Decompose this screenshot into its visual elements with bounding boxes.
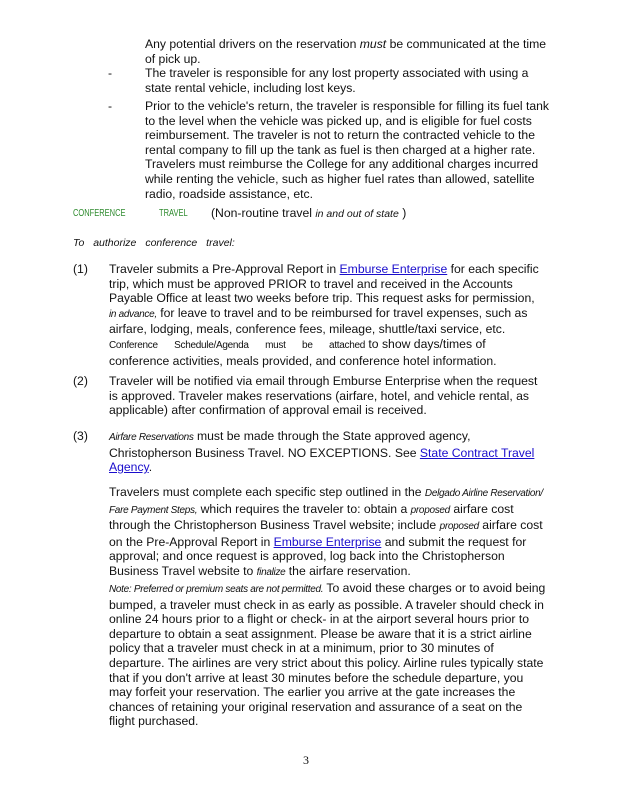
bullet-lost-property: The traveler is responsible for any lost property associated with using a state rental vehicle, including lost keys.	[145, 66, 529, 95]
heading-word-conference: CONFERENCE	[73, 208, 126, 219]
page-number: 3	[303, 753, 309, 767]
bullet-marker: -	[108, 66, 113, 80]
item-marker: (1)	[73, 262, 88, 276]
note-label: Note: Preferred or premium seats are not permitted.	[109, 584, 324, 595]
bullet-marker: -	[108, 99, 113, 113]
emburse-enterprise-link[interactable]: Emburse Enterprise	[339, 262, 448, 276]
item-pre-approval: Traveler submits a Pre-Approval Report in Emburse Enterprise for each specific trip, which must be approved PRIOR to travel and received in the Accounts Payable Office at least two weeks before trip. This request asks for permission, in advance, for leave to travel and to be reimbursed for travel expenses, such as airfare, lodging, meals, conference fees, mileage, shuttle/taxi service, etc. Conference Schedule/Agenda must be attached to show days/times of conference activities, meals provided, and conference hotel information.	[109, 262, 539, 368]
must-emphasis: must	[359, 37, 387, 51]
heading-word-travel: TRAVEL	[159, 208, 188, 219]
heading-subtitle: (Non-routine travel in and out of state )	[211, 206, 407, 220]
airfare-steps-paragraph: Travelers must complete each specific step outlined in the Delgado Airline Reservation/ Fare Payment Steps, which requires the traveler to: obtain a proposed airfare cost through the Christopherson Business Travel website; include proposed airfare cost on the Pre-Approval Report in Emburse Enterprise and submit the request for approval; and once request is approved, log back into the Christopherson Business Travel website to finalize the airfare reservation.	[109, 485, 543, 578]
item-airfare-reservations: Airfare Reservations must be made through the State approved agency, Christopherson Business Travel. NO EXCEPTIONS. See State Contract Travel Agency.	[109, 429, 535, 475]
item-marker: (2)	[73, 374, 88, 388]
item-notification: Traveler will be notified via email through Emburse Enterprise when the request is approved. Traveler makes reservations (airfare, hotel, and vehicle rental, as applicable) after confirmation of approval email is received.	[109, 374, 538, 418]
subheading: To authorize conference travel:	[73, 237, 235, 249]
seat-note-paragraph: Note: Preferred or premium seats are not permitted. To avoid these charges or to avoid being bumped, a traveler must check in as early as possible. A traveler should check in online 24 hours prior to a flight or check- in at the airport several hours prior to departure to obtain a seat assignment. Please be aware that it is a strict airline policy that a traveler must check in at a minimum, prior to 30 minutes of departure. The airlines are very strict about this policy. Airline rules typically state that if you don't arrive at least 30 minutes before the schedule departure, you may forfeit your reservation. The earlier you arrive at the gate increases the chances of retaining your original reservation and assurance of a seat on the flight purchased.	[109, 581, 546, 729]
state-contract-travel-agency-link[interactable]: State Contract Travel Agency	[109, 445, 535, 475]
emburse-enterprise-link-2[interactable]: Emburse Enterprise	[273, 534, 382, 549]
bullet-fuel-policy: Prior to the vehicle's return, the traveler is responsible for filling its fuel tank to the level when the vehicle was picked up, and is eligible for fuel costs reimbursement. The traveler is not to return the contracted vehicle to the rental company to fill up the tank as fuel is then charged at a higher rate. Travelers must reimburse the College for any additional charges incurred while renting the vehicle, such as higher fuel rates than allowed, satellite radio, roadside assistance, etc.	[145, 99, 550, 201]
item-marker: (3)	[73, 429, 88, 443]
drivers-paragraph: Any potential drivers on the reservation must be communicated at the time of pick up.	[145, 37, 547, 66]
